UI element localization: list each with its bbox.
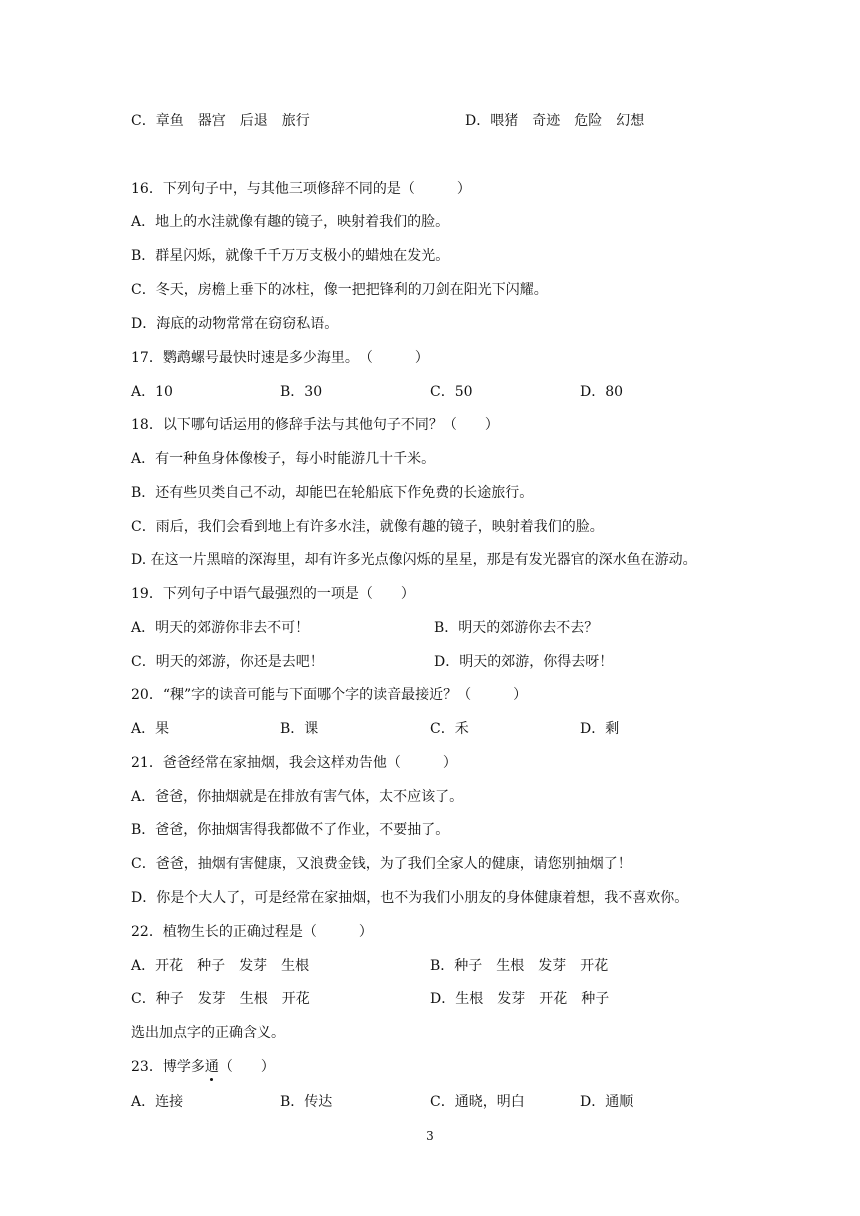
option-18b: B．还有些贝类自己不动，却能巴在轮船底下作免费的长途旅行。 [131,485,534,501]
option-15c: C．章鱼 器宫 后退 旅行 [131,113,310,129]
option-19a: A．明天的郊游你非去不可！ [131,620,310,636]
option-22c: C．种子 发芽 生根 开花 [131,991,310,1007]
option-21c: C．爸爸，抽烟有害健康，又浪费金钱，为了我们全家人的健康，请您别抽烟了！ [131,856,632,872]
option-21b: B．爸爸，你抽烟害得我都做不了作业，不要抽了。 [131,822,450,838]
option-17d: D．80 [580,384,624,400]
option-22d: D．生根 发芽 开花 种子 [430,991,610,1007]
option-20d: D．剩 [580,721,620,737]
option-23d: D．通顺 [580,1094,634,1110]
instruction: 选出加点字的正确含义。 [131,1025,285,1041]
option-18d: D. 在这一片黑暗的深海里，却有许多光点像闪烁的星星，那是有发光器官的深水鱼在游动。 [131,552,697,568]
option-16a: A．地上的水洼就像有趣的镜子，映射着我们的脸。 [131,214,450,230]
option-16b: B．群星闪烁，就像千千万万支极小的蜡烛在发光。 [131,248,450,264]
option-18a: A．有一种鱼身体像梭子，每小时能游几十千米。 [131,451,436,467]
option-23c: C．通晓，明白 [430,1094,525,1110]
question-16: 16．下列句子中，与其他三项修辞不同的是（ ） [131,181,471,197]
option-19c: C．明天的郊游，你还是去吧！ [131,654,324,670]
option-20b: B．课 [280,721,319,737]
option-16c: C．冬天，房檐上垂下的冰柱，像一把把锋利的刀剑在阳光下闪耀。 [131,282,548,298]
question-23-prefix: 23．博学多 [131,1059,205,1075]
option-17a: A．10 [131,384,173,400]
option-15d: D．喂猪 奇迹 危险 幻想 [465,113,645,129]
question-18: 18．以下哪句话运用的修辞手法与其他句子不同？（ ） [131,417,499,433]
option-22b: B．种子 生根 发芽 开花 [430,958,609,974]
question-23-suffix: （ ） [218,1059,275,1075]
option-20c: C．禾 [430,721,469,737]
question-22: 22．植物生长的正确过程是（ ） [131,924,373,940]
question-20: 20．“稞”字的读音可能与下面哪个字的读音最接近？（ ） [131,687,528,703]
option-21d: D．你是个大人了，可是经常在家抽烟，也不为我们小朋友的身体健康着想，我不喜欢你。 [131,890,689,906]
page-number: 3 [426,1129,434,1143]
option-22a: A．开花 种子 发芽 生根 [131,958,310,974]
question-17: 17．鹦鹉螺号最快时速是多少海里。 （ ） [131,350,429,366]
question-19: 19．下列句子中语气最强烈的一项是（ ） [131,586,415,602]
option-23a: A．连接 [131,1094,184,1110]
option-19d: D．明天的郊游，你得去呀！ [434,654,614,670]
option-17b: B．30 [280,384,323,400]
option-16d: D．海底的动物常常在窃窃私语。 [131,316,339,332]
option-19b: B．明天的郊游你去不去？ [434,620,599,636]
option-20a: A．果 [131,721,170,737]
option-17c: C．50 [430,384,473,400]
option-23b: B．传达 [280,1094,333,1110]
question-21: 21．爸爸经常在家抽烟，我会这样劝告他（ ） [131,755,457,771]
dotted-character: 通 [204,1059,219,1075]
option-21a: A．爸爸，你抽烟就是在排放有害气体，太不应该了。 [131,789,464,805]
question-23 [131,1058,275,1076]
option-18c: C．雨后，我们会看到地上有许多水洼，就像有趣的镜子，映射着我们的脸。 [131,519,604,535]
